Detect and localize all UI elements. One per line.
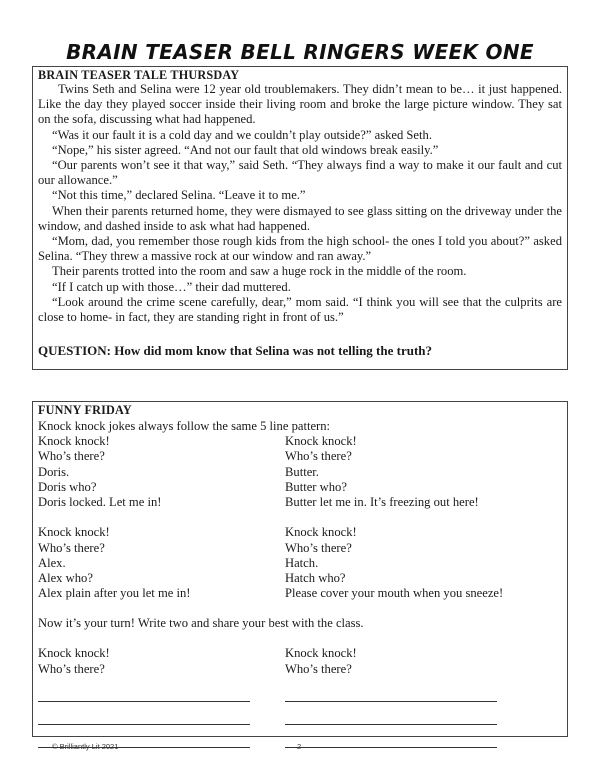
thursday-heading: BRAIN TEASER TALE THURSDAY: [38, 68, 240, 82]
joke-line: Butter.: [285, 464, 319, 479]
template-line: Knock knock!: [285, 646, 357, 661]
joke-column-left: [38, 525, 285, 601]
joke-column-right: [285, 434, 562, 510]
story-paragraph: “Mom, dad, you remember those rough kids from the high school- the ones I told you about?” asked Selina. “They threw a massive rock at our window and ran away.”: [38, 234, 562, 264]
joke-line: Doris locked. Let me in!: [38, 494, 162, 509]
answer-blanks: [38, 679, 562, 748]
blank-column-left: [38, 679, 285, 748]
story-paragraph: Twins Seth and Selina were 12 year old troublemakers. They didn’t mean to be… it just happened. Like the day they played soccer inside their living room and broke the large picture window. They sat on the sofa, discussing what had happened.: [38, 82, 562, 127]
joke-line: Knock knock!: [285, 434, 357, 449]
story-paragraph: “If I catch up with those…” their dad muttered.: [52, 279, 291, 294]
joke-line: Knock knock!: [285, 525, 357, 540]
story-text: [38, 82, 562, 325]
joke-set-2: [38, 525, 562, 601]
joke-column-right: [285, 525, 562, 601]
joke-line: Who’s there?: [38, 540, 105, 555]
joke-template: [38, 646, 562, 676]
answer-line[interactable]: [285, 679, 497, 702]
friday-heading: FUNNY FRIDAY: [38, 403, 132, 417]
joke-line: Who’s there?: [285, 449, 352, 464]
joke-line: Please cover your mouth when you sneeze!: [285, 586, 504, 601]
your-turn-instruction: Now it’s your turn! Write two and share your best with the class.: [38, 616, 364, 631]
story-paragraph: “Our parents won’t see it that way,” said Seth. “They always find a way to make it our fault and cut our allowance.”: [38, 158, 562, 188]
answer-line[interactable]: [285, 702, 497, 725]
template-column-right: [285, 646, 562, 676]
page-number: 2: [297, 742, 302, 751]
story-paragraph: “Look around the crime scene carefully, dear,” mom said. “I think you will see that the culprits are close to home- in fact, they are standing right in front of us.”: [38, 294, 562, 325]
joke-line: Hatch who?: [285, 570, 346, 585]
joke-line: Knock knock!: [38, 434, 110, 449]
joke-set-1: [38, 434, 562, 510]
page-title: BRAIN TEASER BELL RINGERS WEEK ONE: [66, 40, 534, 64]
joke-line: Butter who?: [285, 479, 347, 494]
joke-line: Doris who?: [38, 479, 97, 494]
template-line: Knock knock!: [38, 646, 110, 661]
story-paragraph: “Was it our fault it is a cold day and we couldn’t play outside?” asked Seth.: [52, 127, 432, 142]
answer-line[interactable]: [38, 679, 250, 702]
story-paragraph: When their parents returned home, they were dismayed to see glass sitting on the driveway under the window, and dashed inside to ask what had happened.: [38, 203, 562, 233]
copyright-notice: © Brilliantly Lit 2021: [52, 742, 119, 751]
joke-line: Butter let me in. It’s freezing out here!: [285, 494, 479, 509]
answer-line[interactable]: [38, 702, 250, 725]
joke-line: Alex.: [38, 555, 66, 570]
joke-line: Who’s there?: [285, 540, 352, 555]
friday-section: [32, 401, 568, 737]
joke-column-left: [38, 434, 285, 510]
question-text: QUESTION: How did mom know that Selina was not telling the truth?: [38, 343, 433, 359]
joke-line: Who’s there?: [38, 449, 105, 464]
joke-line: Knock knock!: [38, 525, 110, 540]
story-paragraph: Their parents trotted into the room and saw a huge rock in the middle of the room.: [52, 264, 467, 279]
joke-line: Alex who?: [38, 570, 93, 585]
template-column-left: [38, 646, 285, 676]
story-paragraph: “Nope,” his sister agreed. “And not our fault that old windows break easily.”: [52, 142, 439, 157]
thursday-section: [32, 66, 568, 370]
joke-line: Alex plain after you let me in!: [38, 586, 191, 601]
template-line: Who’s there?: [285, 661, 352, 676]
answer-line[interactable]: [285, 725, 497, 748]
joke-line: Hatch.: [285, 555, 319, 570]
blank-column-right: [285, 679, 562, 748]
friday-intro: Knock knock jokes always follow the same 5 line pattern:: [38, 419, 331, 433]
story-paragraph: “Not this time,” declared Selina. “Leave it to me.”: [52, 188, 306, 203]
joke-line: Doris.: [38, 464, 70, 479]
template-line: Who’s there?: [38, 661, 105, 676]
